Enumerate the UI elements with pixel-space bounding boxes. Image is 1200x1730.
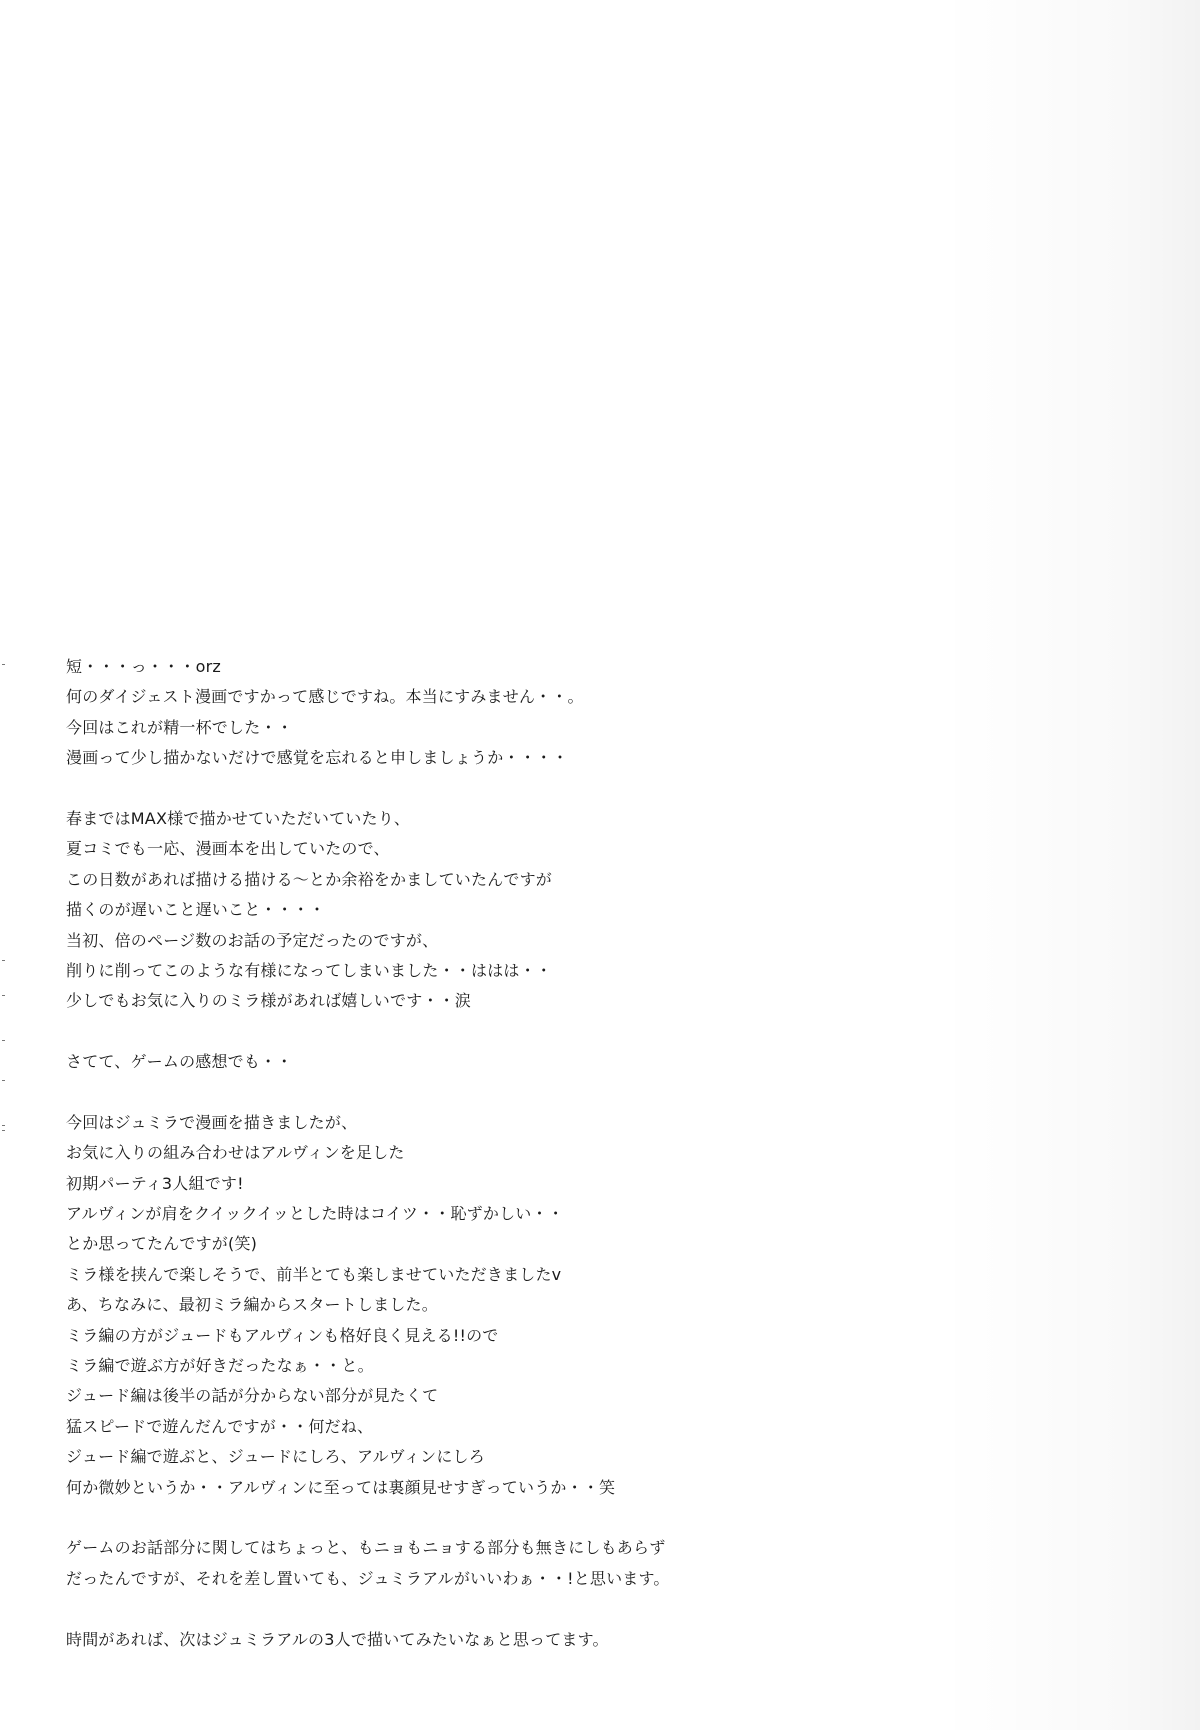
text-line: 今回はジュミラで漫画を描きましたが、 [66, 1112, 358, 1132]
paragraph-gap [66, 1594, 966, 1624]
text-line: 削りに削ってこのような有様になってしまいました・・ははは・・ [66, 960, 553, 980]
text-line: あ、ちなみに、最初ミラ編からスタートしました。 [66, 1295, 438, 1315]
text-line: アルヴィンが肩をクイックイッとした時はコイツ・・恥ずかしい・・ [66, 1204, 564, 1224]
text-line: 猛スピードで遊んだんですが・・何だね、 [66, 1416, 374, 1436]
text-line: 春まではMAX様で描かせていただいていたり、 [66, 808, 411, 828]
text-line: 当初、倍のページ数のお話の予定だったのですが、 [66, 930, 439, 950]
text-line: ミラ様を挟んで楽しそうで、前半とても楽しませていただきましたv [66, 1264, 562, 1284]
text-line: ジュード編で遊ぶと、ジュードにしろ、アルヴィンにしろ [66, 1447, 485, 1467]
text-line: 短・・・っ・・・orz [66, 657, 221, 676]
text-line: ミラ編で遊ぶ方が好きだったなぁ・・と。 [66, 1355, 374, 1375]
page-gutter-shadow [940, 0, 1200, 1730]
text-line: ミラ編の方がジュードもアルヴィンも格好良く見える!!ので [66, 1325, 499, 1345]
text-line: 今回はこれが精一杯でした・・ [66, 717, 293, 737]
text-line: この日数があれば描ける描ける〜とか余裕をかましていたんですが [66, 869, 553, 889]
text-line: 夏コミでも一応、漫画本を出していたので、 [66, 839, 390, 859]
text-line: 何のダイジェスト漫画ですかって感じですね。本当にすみません・・。 [66, 687, 584, 707]
text-line: ジュード編は後半の話が分からない部分が見たくて [66, 1386, 439, 1406]
text-line: お気に入りの組み合わせはアルヴィンを足した [66, 1143, 405, 1163]
text-line: 時間があれば、次はジュミラアルの3人で描いてみたいなぁと思ってます。 [66, 1629, 609, 1649]
text-line: 初期パーティ3人組です! [66, 1173, 244, 1193]
paragraph-gap [66, 1017, 966, 1047]
paragraph-gap [66, 1503, 966, 1533]
text-line: 漫画って少し描かないだけで感覚を忘れると申しましょうか・・・・ [66, 748, 569, 768]
paragraph-gap [66, 774, 966, 804]
text-line: だったんですが、それを差し置いても、ジュミラアルがいいわぁ・・!と思います。 [66, 1568, 670, 1588]
text-line: 描くのが遅いこと遅いこと・・・・ [66, 900, 326, 920]
text-line: ゲームのお話部分に関してはちょっと、もニョもニョする部分も無きにしもあらず [66, 1538, 666, 1558]
text-line: さてて、ゲームの感想でも・・ [66, 1052, 293, 1072]
text-line: とか思ってたんですが(笑) [66, 1234, 258, 1254]
text-line: 少しでもお気に入りのミラ様があれば嬉しいです・・涙 [66, 991, 472, 1011]
paragraph-gap [66, 1077, 966, 1107]
afterword-text [66, 652, 966, 1655]
text-line: 何か微妙というか・・アルヴィンに至っては裏顔見せすぎっていうか・・笑 [66, 1477, 616, 1497]
